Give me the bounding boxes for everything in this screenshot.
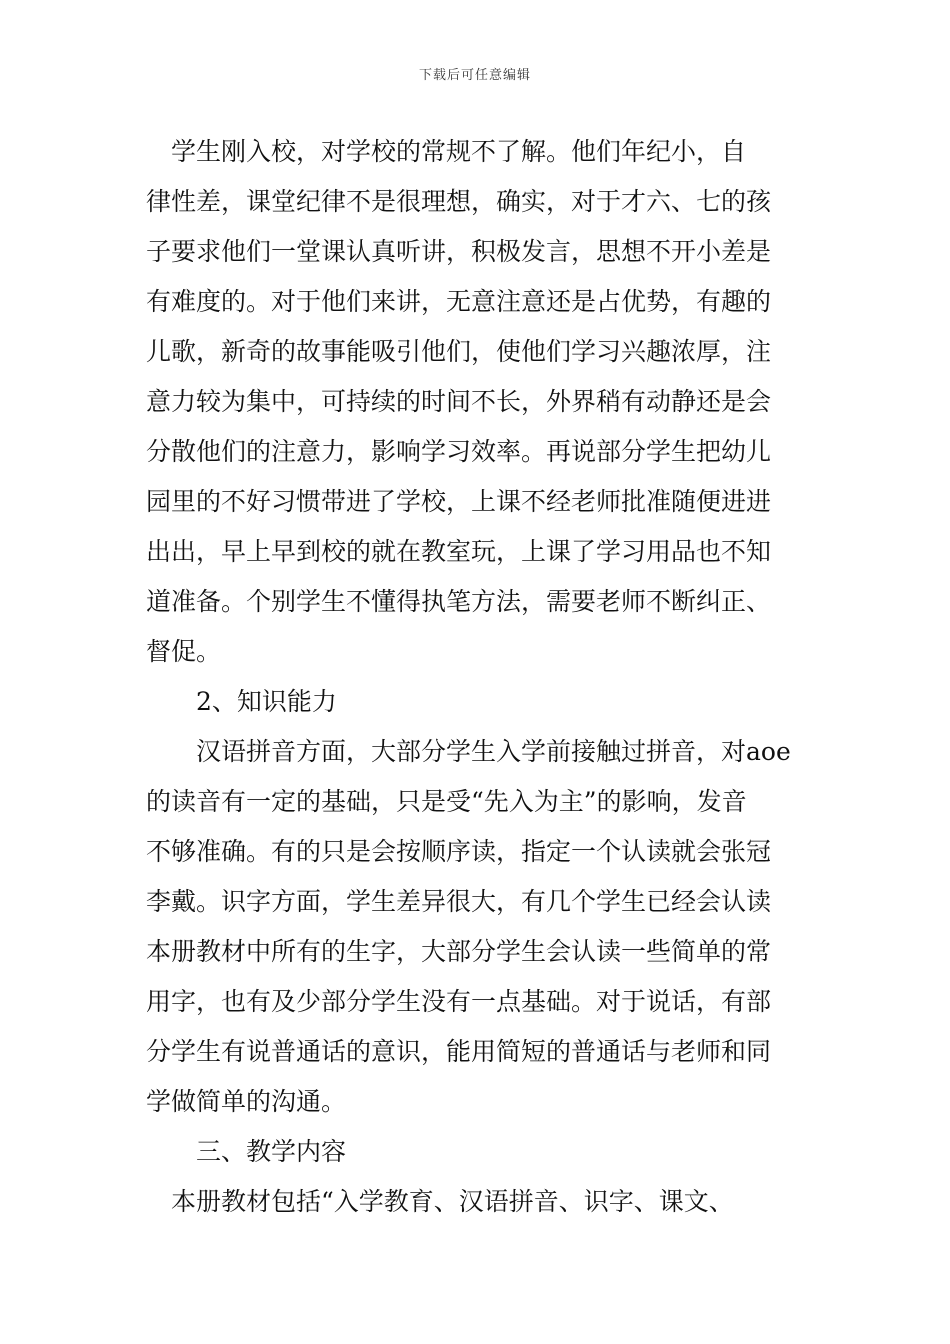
text-line: 儿歌，新奇的故事能吸引他们，使他们学习兴趣浓厚，注 [146, 337, 772, 366]
text-line: 用字，也有及少部分学生没有一点基础。对于说话，有部 [146, 987, 772, 1016]
text-line: 督促。 [146, 637, 222, 666]
text-line: 汉语拼音方面，大部分学生入学前接触过拼音，对aoe [146, 737, 791, 766]
text-line: 的读音有一定的基础，只是受“先入为主”的影响，发音 [146, 787, 747, 816]
text-line: 园里的不好习惯带进了学校，上课不经老师批准随便进进 [146, 487, 772, 516]
section-heading-knowledge: 2、知识能力 [146, 687, 337, 716]
text-line: 不够准确。有的只是会按顺序读，指定一个认读就会张冠 [146, 837, 772, 866]
text-line: 意力较为集中，可持续的时间不长，外界稍有动静还是会 [146, 387, 772, 416]
document-body [146, 127, 812, 1227]
text-line: 有难度的。对于他们来讲，无意注意还是占优势，有趣的 [146, 287, 772, 316]
text-line: 道准备。个别学生不懂得执笔方法，需要老师不断纠正、 [146, 587, 772, 616]
text-line: 分散他们的注意力，影响学习效率。再说部分学生把幼儿 [146, 437, 772, 466]
page-header-note: 下载后可任意编辑 [418, 68, 531, 83]
text-line: 学生刚入校，对学校的常规不了解。他们年纪小，自 [146, 137, 747, 166]
text-line: 律性差，课堂纪律不是很理想，确实，对于才六、七的孩 [146, 187, 772, 216]
text-line: 分学生有说普通话的意识，能用简短的普通话与老师和同 [146, 1037, 772, 1066]
text-line: 本册教材包括“入学教育、汉语拼音、识字、课文、 [146, 1187, 734, 1216]
text-line: 本册教材中所有的生字，大部分学生会认读一些简单的常 [146, 937, 772, 966]
section-heading-content: 三、教学内容 [146, 1137, 347, 1166]
text-line: 子要求他们一堂课认真听讲，积极发言，思想不开小差是 [146, 237, 772, 266]
text-line: 李戴。识字方面，学生差异很大，有几个学生已经会认读 [146, 887, 772, 916]
text-line: 出出，早上早到校的就在教室玩，上课了学习用品也不知 [146, 537, 772, 566]
text-line: 学做简单的沟通。 [146, 1087, 347, 1116]
